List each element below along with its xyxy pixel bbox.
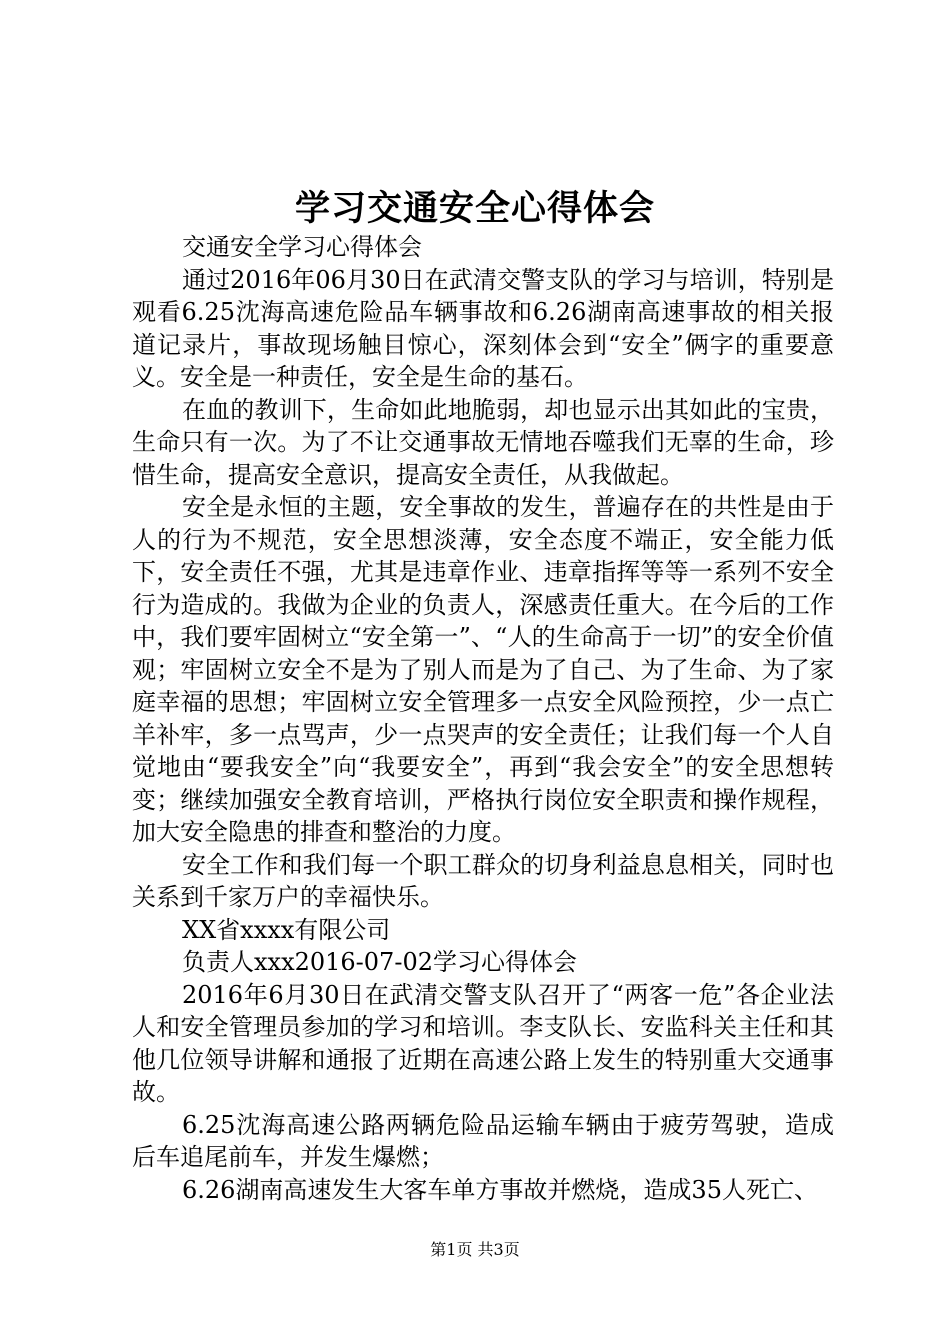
paragraph-training-intro: 通过2016年06月30日在武清交警支队的学习与培训，特别是观看6.25沈海高速危险品车辆事故和6.26湖南高速事故的相关报道记录片，事故现场触目惊心，深刻体会到“安全”俩字的重要意义。安全是一种责任，安全是生命的基石。 — [132, 265, 834, 391]
paragraph-conclusion: 安全工作和我们每一个职工群众的切身利益息息相关，同时也关系到千家万户的幸福快乐。 — [132, 850, 834, 911]
paragraph-safety-theme: 安全是永恒的主题，安全事故的发生，普遍存在的共性是由于人的行为不规范，安全思想淡薄，安全态度不端正，安全能力低下，安全责任不强，尤其是违章作业、违章指挥等等一系列不安全行为造成的。我做为企业的负责人，深感责任重大。在今后的工作中，我们要牢固树立“安全第一”、“人的生命高于一切”的安全价值观；牢固树立安全不是为了别人而是为了自己、为了生命、为了家庭幸福的思想；牢固树立安全管理多一点安全风险预控，少一点亡羊补牢，多一点骂声，少一点哭声的安全责任；让我们每一个人自觉地由“要我安全”向“我要安全”，再到“我会安全”的安全思想转变；继续加强安全教育培训，严格执行岗位安全职责和操作规程，加大安全隐患的排查和整治的力度。 — [132, 493, 834, 846]
paragraph-lesson: 在血的教训下，生命如此地脆弱，却也显示出其如此的宝贵，生命只有一次。为了不让交通事故无情地吞噬我们无辜的生命，珍惜生命，提高安全意识，提高安全责任，从我做起。 — [132, 395, 834, 489]
paragraph-accident-626: 6.26湖南高速发生大客车单方事故并燃烧，造成35人死亡、 — [182, 1175, 818, 1204]
paragraph-signature: 负责人xxx2016-07-02学习心得体会 — [182, 948, 577, 976]
paragraph-accident-625: 6.25沈海高速公路两辆危险品运输车辆由于疲劳驾驶，造成后车追尾前车，并发生爆燃； — [132, 1110, 834, 1171]
document-body — [132, 231, 834, 1206]
page-number-footer: 第1页 共3页 — [430, 1240, 520, 1259]
document-title: 学习交通安全心得体会 — [294, 188, 655, 229]
paragraph-subtitle: 交通安全学习心得体会 — [182, 233, 422, 261]
paragraph-company: XX省xxxx有限公司 — [182, 915, 391, 944]
paragraph-meeting: 2016年6月30日在武清交警支队召开了“两客一危”各企业法人和安全管理员参加的学习和培训。李支队长、安监科关主任和其他几位领导讲解和通报了近期在高速公路上发生的特别重大交通事故。 — [132, 980, 834, 1106]
